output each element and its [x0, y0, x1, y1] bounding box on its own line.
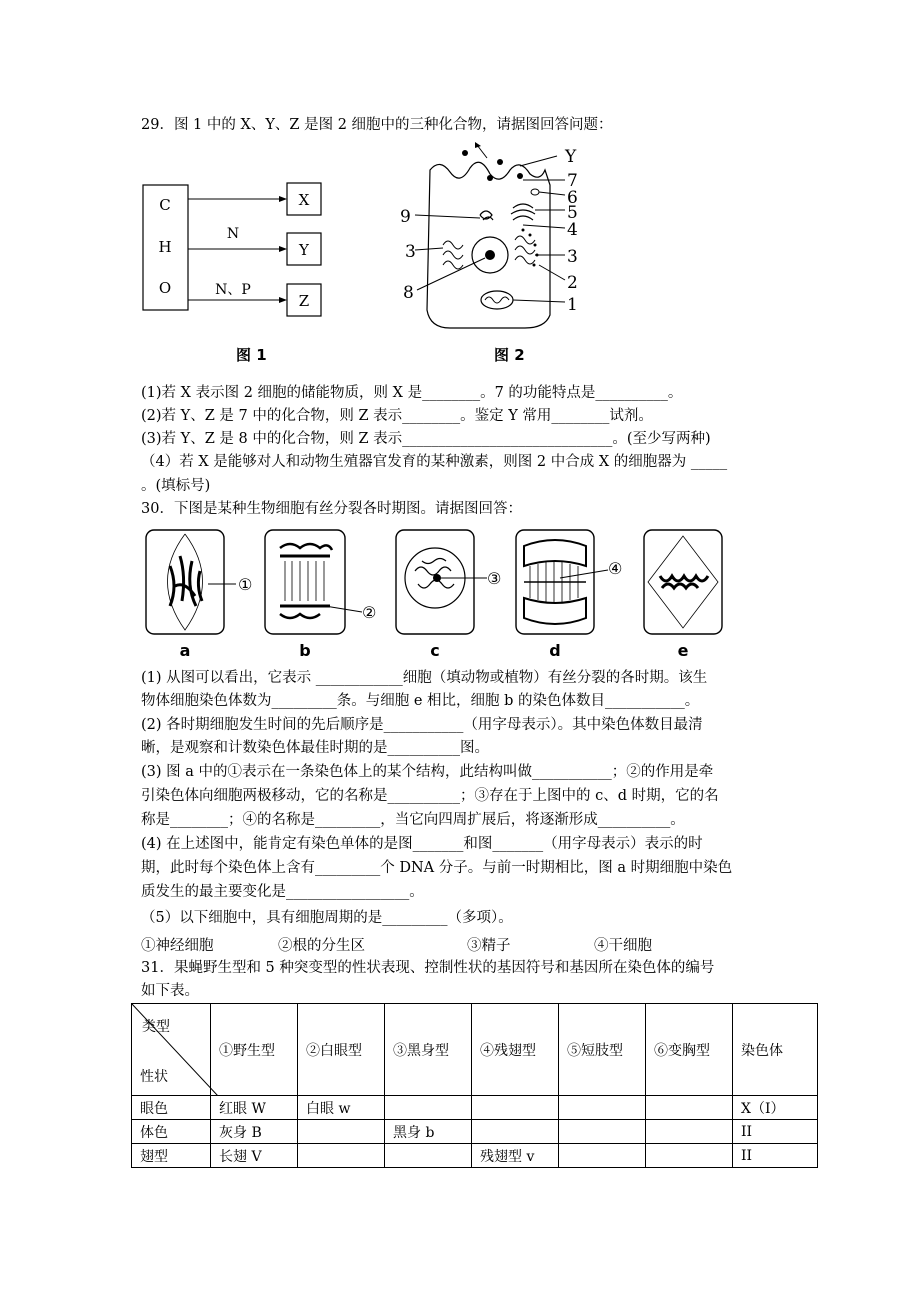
- label-y: Y: [565, 147, 577, 167]
- table-cell: [646, 1144, 733, 1168]
- option-2: ②根的分生区: [278, 938, 365, 954]
- product-z: Z: [298, 292, 310, 310]
- table-row: [132, 1096, 818, 1120]
- table-cell: 黑身 b: [385, 1120, 472, 1144]
- label-4: 4: [567, 220, 578, 240]
- label-5: 5: [567, 203, 578, 223]
- table-cell: [646, 1120, 733, 1144]
- label-7: 7: [567, 171, 578, 191]
- chromosomes-a: [170, 556, 202, 606]
- chromosomes-e: [660, 576, 708, 588]
- element-o: O: [158, 279, 172, 297]
- golgi: [511, 204, 535, 220]
- q30-line-1: (1) 从图可以看出，它表示 ____________细胞（填动物或植物）有丝分裂的各时期。该生: [141, 670, 708, 686]
- figure-1-caption: 图 1: [236, 346, 267, 364]
- mitosis-figure: [140, 526, 730, 660]
- q31-line-2: 如下表。: [141, 983, 199, 999]
- table-trait-cell: 体色: [132, 1120, 211, 1144]
- q29-line-1: (1)若 X 表示图 2 细胞的储能物质，则 X 是________。7 的功能特点是__________。: [141, 385, 683, 401]
- q30-title: 30．下图是某种生物细胞有丝分裂各时期图。请据图回答：: [141, 501, 522, 517]
- marker-4: ④: [608, 559, 623, 578]
- label-3-left: 3: [405, 242, 416, 262]
- q30-line-6: 引染色体向细胞两极移动，它的名称是__________；③存在于上图中的 c、d 时期，它的名: [141, 788, 719, 804]
- label-3-right: 3: [567, 247, 578, 267]
- panel-c: [396, 530, 474, 634]
- q30-line-4: 晰，是观察和计数染色体最佳时期的是__________图。: [141, 740, 489, 756]
- table-header: ②白眼型: [298, 1004, 385, 1096]
- panel-label-e: e: [677, 641, 689, 660]
- cell-membrane: [427, 162, 550, 328]
- table-cell: 白眼 w: [298, 1096, 385, 1120]
- table-cell: [646, 1096, 733, 1120]
- panel-label-c: c: [430, 641, 440, 660]
- table-cell: 长翅 V: [211, 1144, 298, 1168]
- table-cell: [559, 1144, 646, 1168]
- q29-title: 29．图 1 中的 X、Y、Z 是图 2 细胞中的三种化合物，请据图回答问题：: [141, 117, 613, 133]
- table-cell: [298, 1120, 385, 1144]
- product-y: Y: [299, 241, 309, 259]
- table-trait-cell: 眼色: [132, 1096, 211, 1120]
- table-trait-cell: 翅型: [132, 1144, 211, 1168]
- q31-line-1: 31．果蝇野生型和 5 种突变型的性状表现、控制性状的基因符号和基因所在染色体的编号: [141, 960, 715, 976]
- arrow-label-np: N、P: [215, 282, 251, 298]
- table-row: [132, 1120, 818, 1144]
- element-h: H: [158, 238, 172, 256]
- q30-line-2: 物体细胞染色体数为_________条。与细胞 e 相比，细胞 b 的染色体数目___________。: [141, 693, 700, 709]
- panel-label-b: b: [299, 641, 311, 660]
- marker-3: ③: [487, 569, 502, 588]
- marker-1: ①: [238, 575, 253, 594]
- label-1: 1: [567, 295, 578, 315]
- table-cell: [385, 1144, 472, 1168]
- table-header: ⑥变胸型: [646, 1004, 733, 1096]
- table-cell: 残翅型 v: [472, 1144, 559, 1168]
- panel-e: [644, 530, 722, 634]
- table-cell: [472, 1096, 559, 1120]
- table-cell: 红眼 W: [211, 1096, 298, 1120]
- element-c: C: [159, 196, 171, 214]
- marker-2: ②: [362, 603, 377, 622]
- panel-label-a: a: [179, 641, 191, 660]
- table-cell: II: [733, 1120, 818, 1144]
- mitochondrion: [481, 291, 513, 309]
- arrow-label-n: N: [226, 226, 240, 242]
- table-cell: II: [733, 1144, 818, 1168]
- q30-line-11: （5）以下细胞中，具有细胞周期的是_________（多项）。: [141, 910, 513, 926]
- q30-line-9: 期，此时每个染色体上含有_________个 DNA 分子。与前一时期相比，图 a 时期细胞中染色: [141, 860, 733, 876]
- q29-line-2: (2)若 Y、Z 是 7 中的化合物，则 Z 表示________。鉴定 Y 常用________试剂。: [141, 408, 653, 424]
- table-cell: [298, 1144, 385, 1168]
- table-header: ①野生型: [211, 1004, 298, 1096]
- option-1: ①神经细胞: [141, 938, 214, 954]
- panel-label-d: d: [549, 641, 561, 660]
- table-cell: X（I）: [733, 1096, 818, 1120]
- q30-line-7: 称是________；④的名称是_________，当它向四周扩展后，将逐渐形成__________。: [141, 812, 685, 828]
- table-corner-cell: [132, 1004, 211, 1096]
- label-6: 6: [567, 188, 578, 208]
- table-header: ⑤短肢型: [559, 1004, 646, 1096]
- table-header: ③黑身型: [385, 1004, 472, 1096]
- nucleolus: [485, 250, 495, 260]
- figure-2-cell-diagram: [395, 140, 595, 335]
- option-4: ④干细胞: [594, 938, 652, 954]
- table-cell: [559, 1096, 646, 1120]
- q30-line-3: (2) 各时期细胞发生时间的先后顺序是___________（用字母表示）。其中染色体数目最清: [141, 717, 703, 733]
- table-header: 染色体: [733, 1004, 818, 1096]
- label-2: 2: [567, 273, 578, 293]
- q30-line-5: (3) 图 a 中的①表示在一条染色体上的某个结构，此结构叫做___________；②的作用是牵: [141, 764, 714, 780]
- table-cell: 灰身 B: [211, 1120, 298, 1144]
- table-cell: [559, 1120, 646, 1144]
- table-row: [132, 1144, 818, 1168]
- figure-2-caption: 图 2: [494, 346, 525, 364]
- q29-line-4: （4）若 X 是能够对人和动物生殖器官发育的某种激素，则图 2 中合成 X 的细胞器为 _____: [141, 454, 728, 470]
- product-x: X: [298, 191, 310, 209]
- label-8: 8: [403, 283, 414, 303]
- table-cell: [472, 1120, 559, 1144]
- option-3: ③精子: [467, 938, 511, 954]
- label-9: 9: [400, 207, 411, 227]
- corner-type-label: 类型: [142, 1019, 170, 1035]
- fruit-fly-table: [131, 1003, 818, 1168]
- table-cell: [385, 1096, 472, 1120]
- figure-1-diagram: [135, 180, 335, 320]
- q30-line-10: 质发生的最主要变化是_________________。: [141, 884, 424, 900]
- table-header: ④残翅型: [472, 1004, 559, 1096]
- corner-trait-label: 性状: [140, 1069, 168, 1085]
- q29-line-5: 。(填标号): [141, 478, 211, 494]
- q29-line-3: (3)若 Y、Z 是 8 中的化合物，则 Z 表示_____________________________。(至少写两种): [141, 431, 711, 447]
- q30-line-8: (4) 在上述图中，能肯定有染色单体的是图_______和图_______（用字母表示）表示的时: [141, 836, 703, 852]
